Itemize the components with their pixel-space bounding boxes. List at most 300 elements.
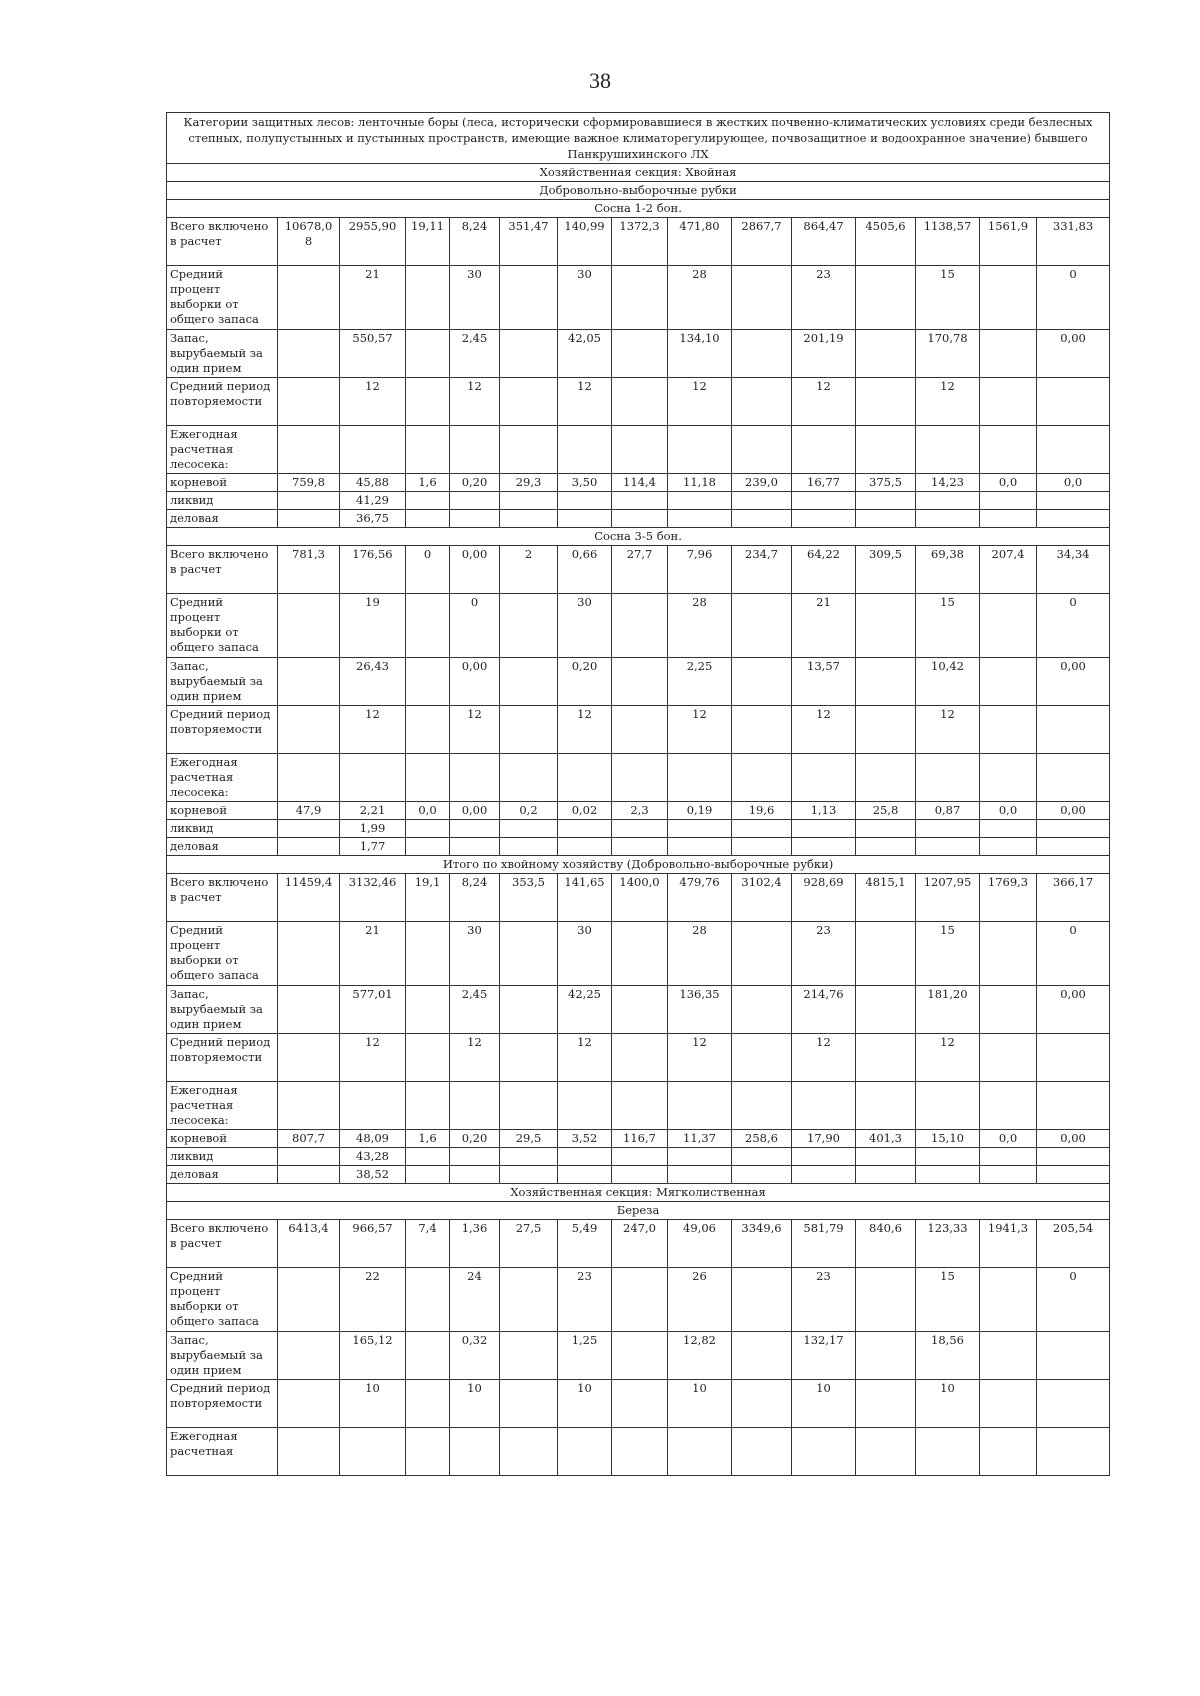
table-row [167,218,1110,266]
table-cell: 12 [668,1034,732,1082]
table-row [167,330,1110,378]
row-label: корневой [167,1130,278,1148]
table-cell [500,658,558,706]
table-cell [278,330,340,378]
table-cell [980,1428,1037,1476]
table-cell [792,1166,856,1184]
row-label: Средний процент выборки от общего запаса [167,266,278,330]
table-cell [980,492,1037,510]
category-title: Категории защитных лесов: ленточные боры (леса, исторически сформировавшиеся в жестких почвенно-климатических условиях среди безлесных степных, полупустынных и пустынных пространств, имеющие важное климаторегулирующее, почвозащитное и водоохранное значение) бывшего Панкрушихинского ЛХ [167,113,1110,164]
header-category-row [167,113,1110,164]
table-cell [612,1166,668,1184]
table-cell [856,266,916,330]
data-table [166,112,1110,1476]
table-cell [612,922,668,986]
table-cell [450,754,500,802]
row-label: Запас, вырубаемый за один прием [167,330,278,378]
row-label: корневой [167,802,278,820]
table-cell: 28 [668,266,732,330]
table-cell [732,1148,792,1166]
table-row [167,1428,1110,1476]
table-cell [856,1380,916,1428]
table-cell [278,1332,340,1380]
table-cell [856,1268,916,1332]
table-cell [1037,838,1110,856]
table-cell: 15 [916,922,980,986]
table-cell: 19,6 [732,802,792,820]
table-cell: 0,20 [558,658,612,706]
table-cell [980,820,1037,838]
row-label: Средний период повторяемости [167,1380,278,1428]
table-cell [612,986,668,1034]
table-cell [980,838,1037,856]
table-cell [980,1380,1037,1428]
table-cell: 21 [340,266,406,330]
table-cell [406,922,450,986]
table-cell [856,922,916,986]
table-cell: 11,37 [668,1130,732,1148]
table-cell: 966,57 [340,1220,406,1268]
table-row [167,1034,1110,1082]
table-cell: 11459,4 [278,874,340,922]
section-title: Хозяйственная секция: Хвойная [167,164,1110,182]
block-title-row [167,200,1110,218]
table-cell [732,510,792,528]
table-cell [278,510,340,528]
table-cell: 0,19 [668,802,732,820]
table-cell [406,1148,450,1166]
table-cell: 12 [792,1034,856,1082]
table-cell: 36,75 [340,510,406,528]
table-cell: 0,20 [450,1130,500,1148]
table-cell: 3102,4 [732,874,792,922]
table-row [167,266,1110,330]
table-cell: 0,2 [500,802,558,820]
table-cell [500,1428,558,1476]
table-cell [668,1428,732,1476]
table-cell: 1561,9 [980,218,1037,266]
table-cell [278,820,340,838]
table-cell: 7,4 [406,1220,450,1268]
table-cell [500,1332,558,1380]
table-cell [1037,1148,1110,1166]
table-cell: 0,00 [1037,802,1110,820]
table-cell: 2,45 [450,986,500,1034]
table-cell [856,594,916,658]
table-cell [980,1148,1037,1166]
table-cell: 23 [792,1268,856,1332]
table-cell [500,266,558,330]
table-cell: 12 [916,1034,980,1082]
table-cell [406,426,450,474]
table-cell: 2867,7 [732,218,792,266]
table-cell: 14,23 [916,474,980,492]
table-cell: 12 [558,706,612,754]
table-cell: 2 [500,546,558,594]
table-cell: 24 [450,1268,500,1332]
table-cell [732,754,792,802]
table-cell [1037,510,1110,528]
allowable-cut-table [166,112,1109,1476]
table-cell [612,754,668,802]
table-cell [278,1166,340,1184]
table-cell: 12 [792,706,856,754]
table-cell: 116,7 [612,1130,668,1148]
table-cell [980,426,1037,474]
table-cell: 781,3 [278,546,340,594]
table-cell: 165,12 [340,1332,406,1380]
table-cell: 0,87 [916,802,980,820]
table-cell: 30 [450,922,500,986]
table-cell [856,510,916,528]
table-cell: 38,52 [340,1166,406,1184]
table-cell: 12 [558,378,612,426]
table-cell: 181,20 [916,986,980,1034]
row-label: Средний процент выборки от общего запаса [167,1268,278,1332]
table-cell: 6413,4 [278,1220,340,1268]
row-label: Ежегодная расчетная лесосека: [167,426,278,474]
table-cell: 134,10 [668,330,732,378]
table-cell [732,838,792,856]
table-cell [278,1082,340,1130]
table-cell [500,1166,558,1184]
table-cell: 928,69 [792,874,856,922]
block-title-row [167,528,1110,546]
table-cell: 27,7 [612,546,668,594]
table-cell [612,820,668,838]
table-cell: 19 [340,594,406,658]
table-cell: 0 [1037,1268,1110,1332]
table-cell: 19,1 [406,874,450,922]
table-cell [980,510,1037,528]
table-cell [500,820,558,838]
section-row [167,1184,1110,1202]
table-cell: 214,76 [792,986,856,1034]
table-cell [278,986,340,1034]
table-cell [278,378,340,426]
table-cell: 0,0 [1037,474,1110,492]
table-cell: 1372,3 [612,218,668,266]
table-cell: 0,0 [980,802,1037,820]
table-cell: 15 [916,1268,980,1332]
table-cell: 10678,0 8 [278,218,340,266]
table-cell [732,1380,792,1428]
table-cell: 123,33 [916,1220,980,1268]
row-label: Запас, вырубаемый за один прием [167,986,278,1034]
table-cell [668,426,732,474]
table-row [167,474,1110,492]
table-cell [406,1428,450,1476]
table-row [167,802,1110,820]
table-row [167,546,1110,594]
table-cell [856,1082,916,1130]
table-cell [278,1268,340,1332]
table-cell: 25,8 [856,802,916,820]
table-cell: 0,00 [450,658,500,706]
table-cell [278,1428,340,1476]
table-cell [558,510,612,528]
table-cell [612,1034,668,1082]
table-cell [980,378,1037,426]
table-cell [450,426,500,474]
row-label: ликвид [167,820,278,838]
table-cell [278,492,340,510]
table-cell [558,426,612,474]
felling-title: Добровольно-выборочные рубки [167,182,1110,200]
table-cell [278,594,340,658]
table-cell [278,1148,340,1166]
table-cell [612,510,668,528]
table-cell: 26,43 [340,658,406,706]
table-cell: 23 [558,1268,612,1332]
table-cell [500,426,558,474]
table-cell: 759,8 [278,474,340,492]
table-row [167,922,1110,986]
table-cell [1037,426,1110,474]
table-cell [612,1268,668,1332]
table-cell: 3,52 [558,1130,612,1148]
table-cell [500,706,558,754]
table-cell: 864,47 [792,218,856,266]
table-cell: 23 [792,922,856,986]
table-cell [1037,1428,1110,1476]
table-cell: 0,0 [406,802,450,820]
table-cell [792,1148,856,1166]
table-cell [406,838,450,856]
table-cell: 132,17 [792,1332,856,1380]
table-cell [406,594,450,658]
table-cell [980,1034,1037,1082]
table-cell: 140,99 [558,218,612,266]
table-cell: 22 [340,1268,406,1332]
table-cell [340,426,406,474]
row-label: Средний процент выборки от общего запаса [167,922,278,986]
table-cell: 3349,6 [732,1220,792,1268]
table-cell [450,1082,500,1130]
table-cell: 2,25 [668,658,732,706]
table-cell [278,426,340,474]
table-cell: 30 [450,266,500,330]
page-number: 38 [589,68,611,93]
table-cell: 15,10 [916,1130,980,1148]
table-cell [500,838,558,856]
table-cell: 18,56 [916,1332,980,1380]
table-cell: 12 [340,706,406,754]
table-cell: 353,5 [500,874,558,922]
table-cell [406,706,450,754]
table-cell [980,1268,1037,1332]
row-label: деловая [167,510,278,528]
table-cell [732,378,792,426]
table-cell: 0,0 [980,474,1037,492]
table-cell [450,820,500,838]
table-cell [916,838,980,856]
table-cell [500,1082,558,1130]
table-cell: 10 [916,1380,980,1428]
table-cell: 1,13 [792,802,856,820]
table-cell [856,986,916,1034]
table-cell: 12 [792,378,856,426]
table-cell [500,986,558,1034]
row-label: ликвид [167,1148,278,1166]
table-row [167,1380,1110,1428]
row-label: Ежегодная расчетная [167,1428,278,1476]
row-label: Всего включено в расчет [167,546,278,594]
table-cell [732,1082,792,1130]
table-cell [500,922,558,986]
table-cell [558,838,612,856]
table-cell [732,266,792,330]
table-cell [500,1148,558,1166]
table-cell [612,330,668,378]
table-cell: 0 [406,546,450,594]
table-cell [278,1380,340,1428]
table-cell: 479,76 [668,874,732,922]
table-cell: 4815,1 [856,874,916,922]
table-cell [668,820,732,838]
table-cell: 550,57 [340,330,406,378]
table-cell [450,1428,500,1476]
table-cell: 577,01 [340,986,406,1034]
table-cell: 29,3 [500,474,558,492]
table-cell [1037,706,1110,754]
table-row [167,492,1110,510]
table-row [167,1268,1110,1332]
table-cell [406,330,450,378]
table-cell: 0,00 [1037,986,1110,1034]
table-cell [278,706,340,754]
table-cell: 11,18 [668,474,732,492]
table-cell: 0 [1037,266,1110,330]
table-cell: 0,00 [450,802,500,820]
table-row [167,1220,1110,1268]
row-label: деловая [167,838,278,856]
row-label: Ежегодная расчетная лесосека: [167,754,278,802]
table-cell [278,266,340,330]
table-row [167,874,1110,922]
table-cell [732,658,792,706]
table-cell [668,1148,732,1166]
table-cell [612,706,668,754]
table-cell: 26 [668,1268,732,1332]
table-cell [980,658,1037,706]
table-cell: 1,6 [406,474,450,492]
table-cell [732,1034,792,1082]
table-row [167,426,1110,474]
table-cell [450,510,500,528]
table-cell [406,510,450,528]
table-cell [792,1428,856,1476]
table-cell [500,510,558,528]
table-cell [980,754,1037,802]
table-cell [916,492,980,510]
table-row [167,594,1110,658]
table-row [167,658,1110,706]
table-cell [732,706,792,754]
table-cell [856,820,916,838]
table-cell: 1941,3 [980,1220,1037,1268]
table-cell [792,510,856,528]
table-cell: 8,24 [450,874,500,922]
table-cell: 12 [450,1034,500,1082]
table-cell: 1,6 [406,1130,450,1148]
table-cell [500,492,558,510]
table-cell: 12 [450,706,500,754]
table-cell [1037,378,1110,426]
table-cell: 170,78 [916,330,980,378]
table-cell: 10 [340,1380,406,1428]
table-cell [406,986,450,1034]
table-cell [612,1332,668,1380]
table-row [167,838,1110,856]
table-cell [668,1082,732,1130]
table-cell: 8,24 [450,218,500,266]
table-cell: 15 [916,594,980,658]
table-cell [558,820,612,838]
table-cell [340,1428,406,1476]
table-cell [856,1428,916,1476]
table-cell [856,492,916,510]
row-label: Средний процент выборки от общего запаса [167,594,278,658]
header-section-row [167,164,1110,182]
table-cell [500,378,558,426]
table-row [167,1332,1110,1380]
table-cell [792,754,856,802]
table-cell: 114,4 [612,474,668,492]
table-cell [278,658,340,706]
block-title-row [167,856,1110,874]
table-cell: 12 [916,378,980,426]
table-cell: 375,5 [856,474,916,492]
table-cell [450,838,500,856]
row-label: деловая [167,1166,278,1184]
table-cell [856,378,916,426]
table-cell [558,492,612,510]
table-cell: 43,28 [340,1148,406,1166]
table-cell [732,1428,792,1476]
table-cell [732,426,792,474]
table-cell [612,266,668,330]
table-cell [732,594,792,658]
row-label: Всего включено в расчет [167,1220,278,1268]
block-title: Береза [167,1202,1110,1220]
table-cell: 309,5 [856,546,916,594]
table-row [167,1130,1110,1148]
table-cell [732,1268,792,1332]
table-cell: 42,05 [558,330,612,378]
table-cell: 2,3 [612,802,668,820]
table-cell: 12 [558,1034,612,1082]
table-cell [1037,1380,1110,1428]
table-cell [856,1166,916,1184]
table-cell [406,1268,450,1332]
table-cell: 30 [558,922,612,986]
header-felling-row [167,182,1110,200]
table-cell: 10 [792,1380,856,1428]
table-cell [406,492,450,510]
table-cell [406,266,450,330]
table-cell: 176,56 [340,546,406,594]
table-cell [340,1082,406,1130]
table-cell: 47,9 [278,802,340,820]
table-cell: 21 [792,594,856,658]
table-cell: 10 [450,1380,500,1428]
table-cell: 0,66 [558,546,612,594]
table-cell [732,986,792,1034]
table-cell [1037,492,1110,510]
row-label: Средний период повторяемости [167,706,278,754]
table-cell: 13,57 [792,658,856,706]
